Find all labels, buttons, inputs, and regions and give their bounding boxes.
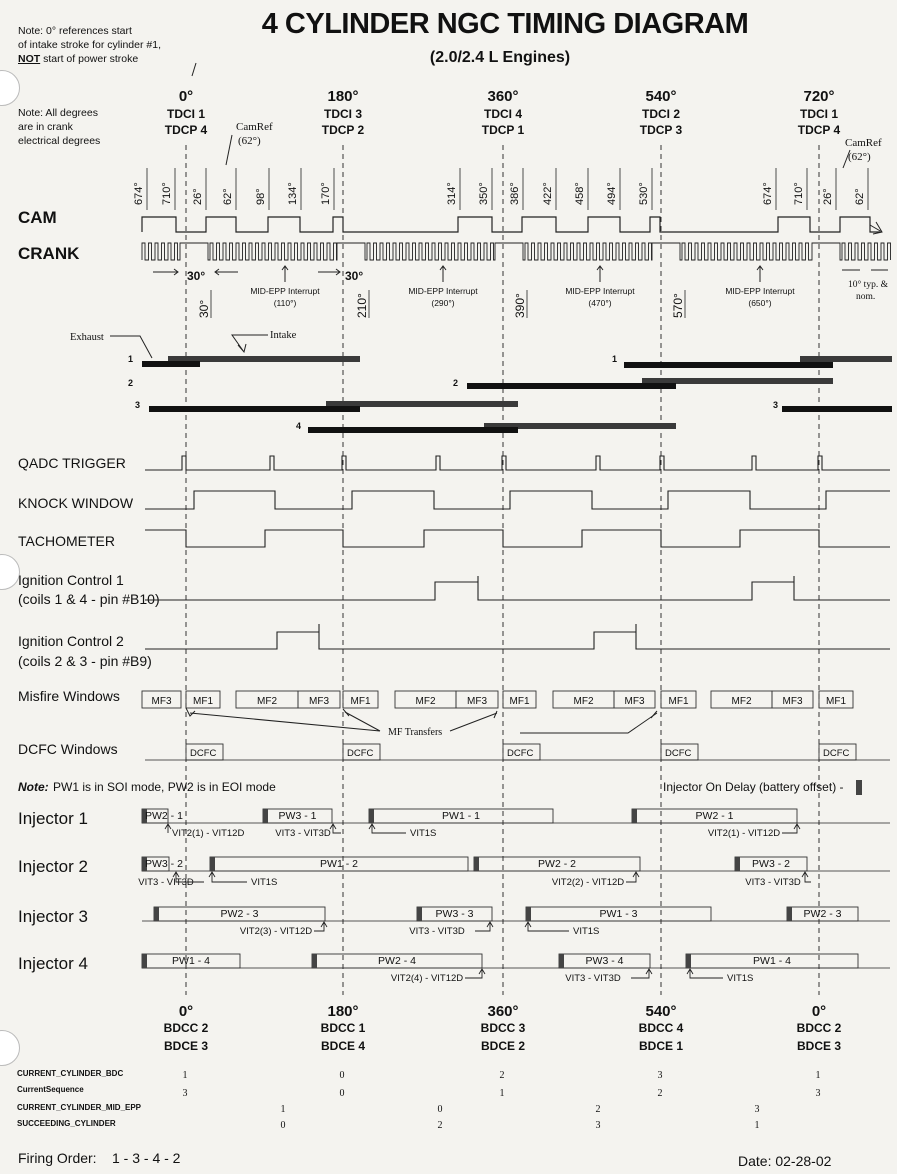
mid-epp-label: MID-EPP Interrupt	[250, 286, 320, 296]
cylinder-label: 4	[296, 421, 302, 431]
injector-delay-label: Injector On Delay (battery offset) -	[663, 780, 844, 794]
misfire-window-label: MF2	[257, 696, 277, 707]
vit-label: VIT3 - VIT3D	[138, 877, 194, 888]
vit-pointer	[465, 969, 485, 978]
typ-label: 10° typ. &	[848, 280, 888, 290]
tdc-power-label: TDCP 4	[164, 123, 208, 137]
cylinder-label: 1	[128, 354, 134, 364]
vit-pointer	[525, 922, 569, 931]
intake-label: Intake	[270, 330, 297, 341]
vit-label: VIT3 - VIT3D	[565, 973, 621, 984]
table-row-label: SUCCEEDING_CYLINDER	[17, 1119, 116, 1128]
note-line: are in crank	[18, 121, 73, 133]
injector-delay-marker	[312, 954, 317, 968]
tach-signal-label: TACHOMETER	[18, 533, 115, 549]
vit-pointer	[369, 824, 406, 833]
injector-note-label: Note:	[18, 780, 49, 794]
injector-label: Injector 3	[18, 907, 88, 926]
camref-label: CamRef	[845, 137, 882, 149]
tdc-intake-label: TDCI 1	[799, 107, 839, 121]
misfire-window-label: MF2	[415, 696, 436, 707]
firing-order-label: Firing Order:	[18, 1150, 97, 1166]
table-value-bdc: 1	[182, 1070, 188, 1081]
top-degree-label: 0°	[178, 88, 194, 105]
injector-delay-marker	[686, 954, 691, 968]
cam-angle-label: 62°	[222, 188, 234, 205]
mid-epp-label: MID-EPP Interrupt	[565, 286, 635, 296]
firing-order-value: 1 - 3 - 4 - 2	[112, 1150, 181, 1166]
table-value-mid-epp: 3	[754, 1104, 760, 1115]
top-degree-label: 540°	[645, 88, 677, 105]
vit-label: VIT2(4) - VIT12D	[390, 973, 464, 984]
cam-angle-label: 350°	[478, 182, 490, 205]
cam-angle-label: 98°	[255, 188, 267, 205]
bdc-exhaust-label: BDCE 2	[480, 1039, 526, 1053]
injector-delay-swatch	[856, 780, 862, 795]
ign2-signal-sublabel: (coils 2 & 3 - pin #B9)	[18, 653, 152, 669]
cam-angle-label: 26°	[192, 188, 204, 205]
misfire-window-label: MF3	[467, 696, 487, 707]
misfire-window-label: MF3	[151, 696, 172, 707]
dcfc-window-label: DCFC	[665, 748, 692, 759]
dcfc-signal-label: DCFC Windows	[18, 741, 118, 757]
vit-label: VIT3 - VIT3D	[275, 828, 331, 839]
gap-arrow	[318, 269, 340, 275]
injector-note-text: PW1 is in SOI mode, PW2 is in EOI mode	[53, 780, 276, 794]
exhaust-bar	[467, 383, 676, 389]
ign1-signal-label: Ignition Control 1	[18, 572, 124, 588]
ign1-waveform	[145, 576, 890, 600]
cam-angle-label: 494°	[606, 182, 618, 205]
injector-pulse-label: PW3 - 2	[752, 858, 790, 870]
injector-pulse-label: PW3 - 1	[278, 810, 317, 822]
mid-epp-label: MID-EPP Interrupt	[725, 286, 795, 296]
injector-pulse-label: PW2 - 1	[145, 810, 183, 822]
injector-delay-marker	[210, 857, 215, 871]
tdc-power-label: TDCP 1	[481, 123, 525, 137]
injector-label: Injector 2	[18, 857, 88, 876]
mid-epp-arrow	[282, 266, 288, 282]
injector-delay-marker	[154, 907, 159, 921]
gap-arrow	[153, 269, 178, 275]
vit-pointer	[475, 922, 493, 931]
bdc-cylinder-label: BDCC 2	[163, 1021, 209, 1035]
misfire-window-label: MF1	[350, 696, 371, 707]
tdc-power-label: TDCP 3	[639, 123, 683, 137]
table-value-succeeding: 0	[280, 1120, 286, 1131]
tdc-power-label: TDCP 2	[321, 123, 365, 137]
misfire-window-label: MF3	[624, 696, 645, 707]
tach-waveform	[145, 530, 890, 547]
table-value-bdc: 1	[815, 1070, 821, 1081]
vit-pointer	[687, 969, 723, 978]
misfire-window-label: MF2	[731, 696, 752, 707]
injector-pulse-label: PW2 - 4	[378, 955, 416, 967]
cam-angle-label: 26°	[822, 188, 834, 205]
vit-label: VIT2(1) - VIT12D	[172, 828, 245, 839]
table-value-succeeding: 1	[754, 1120, 760, 1131]
ign1-signal-sublabel: (coils 1 & 4 - pin #B10)	[18, 591, 160, 607]
rotated-degree-label: 210°	[355, 293, 369, 318]
bottom-degree-label: 360°	[487, 1003, 519, 1020]
table-value-bdc: 3	[657, 1070, 663, 1081]
page-subtitle: (2.0/2.4 L Engines)	[429, 49, 571, 66]
cam-waveform	[142, 217, 880, 232]
bottom-degree-label: 180°	[327, 1003, 359, 1020]
exhaust-bar	[624, 362, 833, 368]
page-title: 4 CYLINDER NGC TIMING DIAGRAM	[261, 8, 749, 40]
gap-angle-label: 30°	[345, 269, 364, 283]
note-line: Note: All degrees	[18, 107, 98, 119]
injector-pulse-label: PW1 - 4	[753, 955, 791, 967]
mid-epp-degree: (470°)	[588, 298, 612, 308]
mid-epp-degree: (650°)	[748, 298, 772, 308]
cam-angle-label: 62°	[854, 188, 866, 205]
misfire-window-label: MF3	[309, 696, 329, 707]
date-label: Date: 02-28-02	[738, 1153, 832, 1169]
injector-pulse-label: PW2 - 3	[220, 908, 259, 920]
top-degree-label: 720°	[803, 88, 835, 105]
table-value-bdc: 2	[499, 1070, 505, 1081]
crank-signal-label: CRANK	[18, 244, 80, 263]
mid-epp-arrow	[440, 266, 446, 282]
vit-pointer	[782, 824, 800, 833]
rotated-degree-label: 570°	[671, 293, 685, 318]
injector-pulse-label: PW3 - 2	[145, 858, 183, 870]
injector-pulse-label: PW2 - 3	[803, 908, 842, 920]
cam-angle-label: 674°	[762, 182, 774, 205]
injector-pulse-label: PW1 - 3	[599, 908, 638, 920]
injector-delay-marker	[632, 809, 637, 823]
note-line: of intake stroke for cylinder #1,	[18, 39, 161, 51]
misfire-window-label: MF1	[509, 696, 530, 707]
crank-waveform	[142, 243, 891, 260]
camref-pointer	[226, 135, 232, 165]
gap-angle-label: 30°	[187, 269, 206, 283]
bdc-cylinder-label: BDCC 3	[480, 1021, 526, 1035]
bdc-exhaust-label: BDCE 3	[796, 1039, 842, 1053]
injector-pulse-label: PW2 - 2	[538, 858, 576, 870]
vit-pointer	[626, 872, 639, 882]
cam-angle-label: 170°	[320, 182, 332, 205]
dcfc-window-label: DCFC	[507, 748, 534, 759]
dcfc-window-label: DCFC	[190, 748, 217, 759]
intake-pointer	[232, 335, 268, 352]
dcfc-window-label: DCFC	[823, 748, 850, 759]
exhaust-bar	[149, 406, 360, 412]
vit-label: VIT2(2) - VIT12D	[551, 877, 625, 888]
vit-label: VIT3 - VIT3D	[409, 926, 465, 937]
injector-delay-marker	[735, 857, 740, 871]
cylinder-label: 3	[135, 400, 141, 410]
cylinder-label: 2	[128, 378, 134, 388]
vit-pointer	[165, 824, 171, 833]
misfire-window-label: MF3	[782, 696, 803, 707]
injector-delay-marker	[142, 954, 147, 968]
tdc-intake-label: TDCI 2	[641, 107, 681, 121]
bdc-cylinder-label: BDCC 1	[320, 1021, 366, 1035]
top-degree-label: 360°	[487, 88, 519, 105]
mid-epp-label: MID-EPP Interrupt	[408, 286, 478, 296]
vit-pointer	[209, 872, 247, 882]
injector-label: Injector 1	[18, 809, 88, 828]
cam-angle-label: 674°	[133, 182, 145, 205]
vit-pointer	[314, 922, 327, 931]
misfire-signal-label: Misfire Windows	[18, 688, 120, 704]
knock-signal-label: KNOCK WINDOW	[18, 495, 134, 511]
bottom-degree-label: 540°	[645, 1003, 677, 1020]
cam-angle-label: 530°	[638, 182, 650, 205]
bdc-cylinder-label: BDCC 4	[638, 1021, 684, 1035]
injector-pulse-label: PW3 - 3	[435, 908, 474, 920]
injector-pulse-label: PW3 - 4	[585, 955, 624, 967]
table-value-mid-epp: 2	[595, 1104, 601, 1115]
bdc-exhaust-label: BDCE 4	[320, 1039, 366, 1053]
exhaust-bar	[142, 361, 200, 367]
injector-pulse-label: PW1 - 2	[320, 858, 358, 870]
cylinder-label: 3	[773, 400, 779, 410]
table-value-seq: 3	[815, 1088, 821, 1099]
injector-delay-marker	[417, 907, 422, 921]
note-emphasis: NOT	[18, 53, 41, 65]
intake-bar	[800, 356, 892, 362]
table-value-succeeding: 3	[595, 1120, 601, 1131]
vit-label: VIT2(1) - VIT12D	[707, 828, 781, 839]
exhaust-label: Exhaust	[70, 332, 104, 343]
cam-angle-label: 710°	[793, 182, 805, 205]
table-value-seq: 1	[499, 1088, 505, 1099]
table-value-mid-epp: 0	[437, 1104, 443, 1115]
vit-pointer	[631, 969, 652, 978]
injector-pulse-label: PW1 - 1	[442, 810, 480, 822]
tdc-intake-label: TDCI 3	[323, 107, 363, 121]
bottom-degree-label: 0°	[178, 1003, 194, 1020]
vit-label: VIT1S	[251, 877, 278, 888]
cam-angle-label: 386°	[509, 182, 521, 205]
gap-arrow	[215, 269, 238, 275]
qadc-waveform	[145, 456, 890, 470]
camref-label: (62°)	[238, 135, 261, 147]
vit-label: VIT1S	[410, 828, 437, 839]
bdc-cylinder-label: BDCC 2	[796, 1021, 842, 1035]
vit-label: VIT2(3) - VIT12D	[239, 926, 313, 937]
misfire-window-label: MF1	[668, 696, 689, 707]
note-pointer	[192, 63, 196, 76]
table-row-label: CurrentSequence	[17, 1085, 84, 1094]
bdc-exhaust-label: BDCE 3	[163, 1039, 209, 1053]
cylinder-label: 2	[453, 378, 459, 388]
bdc-exhaust-label: BDCE 1	[638, 1039, 684, 1053]
camref-label: (62°)	[848, 151, 871, 163]
exhaust-bar	[308, 427, 518, 433]
bottom-degree-label: 0°	[811, 1003, 827, 1020]
mf-transfer-arrowhead	[186, 708, 657, 718]
cam-angle-label: 134°	[287, 182, 299, 205]
table-value-mid-epp: 1	[280, 1104, 286, 1115]
injector-delay-marker	[526, 907, 531, 921]
injector-pulse-label: PW1 - 4	[172, 955, 210, 967]
note-line: electrical degrees	[18, 135, 101, 147]
vit-pointer	[802, 872, 811, 882]
ign2-waveform	[145, 624, 890, 649]
injector-delay-marker	[787, 907, 792, 921]
tdc-intake-label: TDCI 1	[166, 107, 206, 121]
table-value-seq: 3	[182, 1088, 188, 1099]
tdc-intake-label: TDCI 4	[483, 107, 523, 121]
table-value-succeeding: 2	[437, 1120, 443, 1131]
table-value-seq: 0	[339, 1088, 345, 1099]
table-row-label: CURRENT_CYLINDER_BDC	[17, 1069, 124, 1078]
mid-epp-arrow	[757, 266, 763, 282]
vit-label: VIT1S	[727, 973, 754, 984]
cylinder-label: 1	[612, 354, 618, 364]
injector-pulse-label: PW2 - 1	[695, 810, 734, 822]
cam-angle-label: 458°	[574, 182, 586, 205]
vit-label: VIT3 - VIT3D	[745, 877, 801, 888]
top-degree-label: 180°	[327, 88, 359, 105]
injector-delay-marker	[369, 809, 374, 823]
table-value-bdc: 0	[339, 1070, 345, 1081]
exhaust-bar	[782, 406, 892, 412]
misfire-window-label: MF1	[826, 696, 846, 707]
tdc-power-label: TDCP 4	[797, 123, 841, 137]
rotated-degree-label: 30°	[197, 299, 211, 318]
cam-angle-label: 422°	[542, 182, 554, 205]
misfire-window-label: MF1	[193, 696, 213, 707]
cam-angle-label: 710°	[161, 182, 173, 205]
injector-delay-marker	[263, 809, 268, 823]
injector-label: Injector 4	[18, 954, 88, 973]
mf-transfers-label: MF Transfers	[388, 727, 443, 738]
typ-label: nom.	[856, 292, 876, 302]
table-value-seq: 2	[657, 1088, 663, 1099]
mid-epp-degree: (110°)	[273, 298, 297, 308]
note-line: Note: 0° references start	[18, 25, 132, 37]
qadc-signal-label: QADC TRIGGER	[18, 455, 126, 471]
table-row-label: CURRENT_CYLINDER_MID_EPP	[17, 1103, 142, 1112]
vit-label: VIT1S	[573, 926, 600, 937]
knock-waveform	[145, 491, 890, 509]
cam-angle-label: 314°	[446, 182, 458, 205]
note-text: start of power stroke	[40, 53, 139, 65]
mid-epp-arrow	[597, 266, 603, 282]
camref-label: CamRef	[236, 121, 273, 133]
misfire-window-label: MF2	[573, 696, 594, 707]
dcfc-window-label: DCFC	[347, 748, 374, 759]
mid-epp-degree: (290°)	[431, 298, 455, 308]
rotated-degree-label: 390°	[513, 293, 527, 318]
injector-delay-marker	[559, 954, 564, 968]
vit-pointer	[330, 824, 341, 833]
cam-signal-label: CAM	[18, 208, 57, 227]
ign2-signal-label: Ignition Control 2	[18, 633, 124, 649]
injector-delay-marker	[474, 857, 479, 871]
